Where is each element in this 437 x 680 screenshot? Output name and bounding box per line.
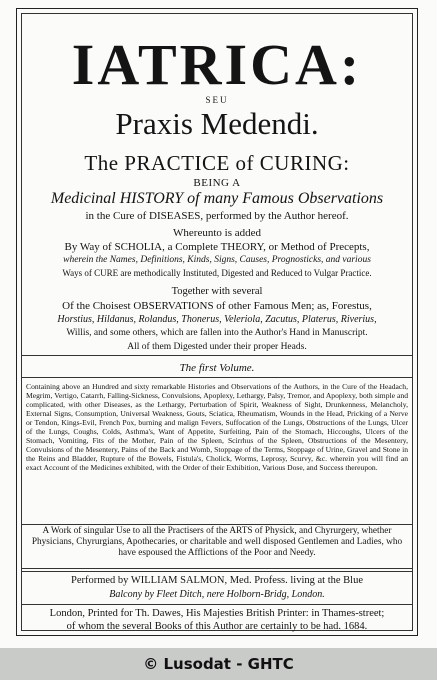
- choicest-line: Of the Choisest OBSERVATIONS of other Famous Men; as, Forestus,: [62, 300, 372, 312]
- book-subtitle: Praxis Medendi.: [115, 106, 319, 141]
- contents-paragraph: Containing above an Hundred and sixty remarkable Histories and Observations of the Authors, in the Cure of the Headach, Megrim, Vertigo, Catarrh, Falling-Sickness, Convulsions, Apoplexy, Lethargy, Palsy, Tremor, and Apoplexy, both simple and complicated, with other Diseases, as the Lethargy, Perturbation of Spirit, Weakness of Sight, Drunkenness, Melancholy, External Signs, Consumption, Universal Weakness, Gouts, Sciatica, Rheumatism, Wounds in the Head, Pricking of a Nerve or Tendon, Kings-Evil, French Pox, burning and malign Fevers, Suffocation of the Lungs, Obstructions of the Lungs, Ulcer of the Lungs, Coughs, Colds, Asthma's, Want of Appetite, Surfeiting, Pain of the Stomach, Hiccoughs, Ulcers of the Stomach, Vomiting, Fits of the Mother, Pain of the Spleen, Scirrhus of the Spleen, Obstructions of the Mesentery, Convulsions of the Mesentery, Pains of the Back and Womb, Stoppage of the Terms, Stoppage of Urine, Gravel and Stone in the Reins and Bladder, Rupture of the Bowels, Fistula's, Cholick, Worms, Leprosy, Scurvy, &c. wherein you will find an exact Account of the Medicines exhibited, with the Order of their Exhibition, Various Dose, and Success thereupon.: [26, 382, 408, 472]
- names-line-2: Willis, and some others, which are fallen into the Author's Hand in Manuscript.: [66, 328, 368, 338]
- copyright-bar: [0, 648, 437, 680]
- divider-rule: [22, 377, 412, 378]
- performed-line-1: Performed by WILLIAM SALMON, Med. Profess. living at the Blue: [70, 575, 364, 586]
- scholia-line-3: Ways of CURE are methodically Instituted, Digested and Reduced to Vulgar Practice.: [62, 268, 372, 278]
- double-divider-rule: [22, 568, 412, 572]
- divider-rule: [22, 604, 412, 605]
- divider-rule: [22, 355, 412, 356]
- volume-line: The first Volume.: [179, 362, 255, 374]
- book-title: IATRICA:: [71, 32, 363, 97]
- practice-heading: The PRACTICE of CURING:: [84, 151, 350, 175]
- imprint-line-1: London, Printed for Th. Dawes, His Majesties British Printer: in Thames-street;: [49, 608, 385, 619]
- cure-line: in the Cure of DISEASES, performed by the Author hereof.: [85, 210, 349, 222]
- divider-rule: [22, 524, 412, 525]
- digested-line: All of them Digested under their proper Heads.: [127, 342, 307, 352]
- work-paragraph: A Work of singular Use to all the Practisers of the ARTS of Physick, and Chyrurgery, whether Physicians, Chyrurgians, Apothecaries, or charitable and well disposed Gentlemen and Ladies, who have espoused the Afflictions of the Poor and Needy.: [31, 526, 403, 558]
- together-line: Together with several: [171, 286, 263, 297]
- names-line-1: Horstius, Hildanus, Rolandus, Thonerus, Veleriola, Zacutus, Platerus, Riverius,: [57, 314, 377, 325]
- being-line: BEING A: [193, 177, 241, 189]
- seu-label: SEU: [205, 95, 229, 105]
- medicinal-history-line: Medicinal HISTORY of many Famous Observations: [50, 190, 384, 207]
- imprint-line-2: of whom the several Books of this Author are certainly to be had. 1684.: [66, 621, 368, 632]
- performed-line-2: Balcony by Fleet Ditch, nere Holborn-Bridg, London.: [109, 589, 325, 600]
- scholia-line-1: By Way of SCHOLIA, a Complete THEORY, or Method of Precepts,: [64, 241, 370, 253]
- whereunto-line: Whereunto is added: [173, 227, 261, 239]
- scholia-line-2: wherein the Names, Definitions, Kinds, Signs, Causes, Prognosticks, and various: [63, 255, 371, 265]
- copyright-text: © Lusodat - GHTC: [143, 655, 294, 673]
